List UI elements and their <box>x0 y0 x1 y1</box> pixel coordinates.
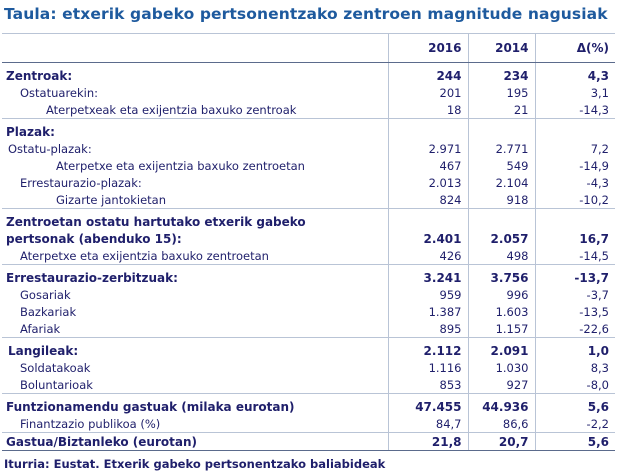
cell-2014: 2.104 <box>468 174 535 191</box>
row-label: Gastua/Biztanleko (eurotan) <box>2 433 388 451</box>
row-label: Bazkariak <box>20 304 77 319</box>
row-label: Afariak <box>20 321 61 336</box>
table-row <box>2 433 615 451</box>
cell-2016: 21,8 <box>388 433 468 451</box>
data-table <box>2 33 615 451</box>
table-row <box>2 415 615 433</box>
cell-2014: 20,7 <box>468 433 535 451</box>
table-row <box>2 247 615 265</box>
cell-2016: 959 <box>388 286 468 303</box>
cell-2014 <box>468 209 535 231</box>
cell-delta: 5,6 <box>535 433 615 451</box>
cell-2014: 21 <box>468 101 535 119</box>
cell-delta <box>535 209 615 231</box>
table-row <box>2 157 615 174</box>
cell-delta <box>535 119 615 141</box>
cell-delta: -22,6 <box>535 320 615 338</box>
cell-2016: 2.112 <box>388 338 468 360</box>
row-label: pertsonak (abenduko 15): <box>6 231 182 246</box>
cell-delta: 16,7 <box>535 230 615 247</box>
table-title: Taula: etxerik gabeko pertsonentzako zentroen magnitude nagusiak <box>4 5 608 23</box>
cell-2016: 895 <box>388 320 468 338</box>
cell-2014: 195 <box>468 84 535 101</box>
header-2016: 2016 <box>388 34 468 63</box>
cell-delta: -13,5 <box>535 303 615 320</box>
cell-2016: 824 <box>388 191 468 209</box>
cell-2014: 918 <box>468 191 535 209</box>
table-row <box>2 84 615 101</box>
table-row <box>2 140 615 157</box>
cell-2016: 18 <box>388 101 468 119</box>
row-label: Funtzionamendu gastuak (milaka eurotan) <box>2 394 388 416</box>
cell-2016: 3.241 <box>388 265 468 287</box>
table-row <box>2 303 615 320</box>
cell-2016: 201 <box>388 84 468 101</box>
row-label: Errestaurazio-zerbitzuak: <box>2 265 388 287</box>
header-delta: Δ(%) <box>535 34 615 63</box>
cell-2014: 86,6 <box>468 415 535 433</box>
row-label: Soldatakoak <box>20 360 91 375</box>
cell-delta: -14,5 <box>535 247 615 265</box>
cell-delta: 5,6 <box>535 394 615 416</box>
cell-2014: 2.091 <box>468 338 535 360</box>
row-label: Errestaurazio-plazak: <box>20 175 142 190</box>
table-row <box>2 63 615 85</box>
row-label: Aterpetxeak eta exijentzia baxuko zentroak <box>46 102 297 117</box>
cell-2014: 549 <box>468 157 535 174</box>
cell-delta: -8,0 <box>535 376 615 394</box>
cell-2016: 853 <box>388 376 468 394</box>
cell-delta: -10,2 <box>535 191 615 209</box>
table-row <box>2 191 615 209</box>
cell-2014: 1.030 <box>468 359 535 376</box>
cell-2016: 2.013 <box>388 174 468 191</box>
cell-delta: -3,7 <box>535 286 615 303</box>
cell-delta: 1,0 <box>535 338 615 360</box>
cell-2016: 47.455 <box>388 394 468 416</box>
cell-2014: 3.756 <box>468 265 535 287</box>
cell-delta: 8,3 <box>535 359 615 376</box>
cell-delta: -14,3 <box>535 101 615 119</box>
cell-2016: 84,7 <box>388 415 468 433</box>
table-row <box>2 174 615 191</box>
cell-delta: -2,2 <box>535 415 615 433</box>
cell-delta: -4,3 <box>535 174 615 191</box>
header-2014: 2014 <box>468 34 535 63</box>
cell-delta: 3,1 <box>535 84 615 101</box>
cell-2014: 996 <box>468 286 535 303</box>
row-label: Ostatu-plazak: <box>8 141 92 156</box>
source-note: Iturria: Eustat. Etxerik gabeko pertsonentzako baliabideak <box>4 457 386 471</box>
table-row <box>2 209 615 231</box>
cell-2014: 498 <box>468 247 535 265</box>
cell-delta: -13,7 <box>535 265 615 287</box>
row-label: Zentroak: <box>6 68 73 83</box>
row-label: Aterpetxe eta exijentzia baxuko zentroetan <box>20 248 269 263</box>
header-label <box>2 34 388 63</box>
cell-2014: 1.157 <box>468 320 535 338</box>
row-label: Ostatuarekin: <box>20 85 99 100</box>
cell-2014: 234 <box>468 63 535 85</box>
table-row <box>2 359 615 376</box>
table-row <box>2 338 615 360</box>
cell-2016: 426 <box>388 247 468 265</box>
table-row <box>2 394 615 416</box>
cell-2016: 244 <box>388 63 468 85</box>
row-label: Finantzazio publikoa (%) <box>20 416 161 431</box>
cell-delta: 7,2 <box>535 140 615 157</box>
cell-2016: 2.401 <box>388 230 468 247</box>
table-row <box>2 376 615 394</box>
row-label: Langileak: <box>2 338 388 360</box>
row-label: Gosariak <box>20 287 71 302</box>
table-row <box>2 286 615 303</box>
cell-2014: 1.603 <box>468 303 535 320</box>
table-row <box>2 119 615 141</box>
row-label: Boluntarioak <box>20 377 93 392</box>
row-label: Plazak: <box>2 119 388 141</box>
cell-delta: -14,9 <box>535 157 615 174</box>
row-label: Aterpetxe eta exijentzia baxuko zentroetan <box>56 158 305 173</box>
table-header-row <box>2 34 615 63</box>
table-row <box>2 230 615 247</box>
cell-2016: 2.971 <box>388 140 468 157</box>
table-row <box>2 101 615 119</box>
cell-2016: 1.116 <box>388 359 468 376</box>
cell-2016: 1.387 <box>388 303 468 320</box>
cell-delta: 4,3 <box>535 63 615 85</box>
row-label: Zentroetan ostatu hartutako etxerik gabeko <box>2 209 388 231</box>
cell-2016 <box>388 209 468 231</box>
cell-2014: 927 <box>468 376 535 394</box>
table-row <box>2 320 615 338</box>
row-label: Gizarte jantokietan <box>56 192 167 207</box>
cell-2014: 2.057 <box>468 230 535 247</box>
cell-2014: 2.771 <box>468 140 535 157</box>
cell-2014: 44.936 <box>468 394 535 416</box>
cell-2014 <box>468 119 535 141</box>
cell-2016: 467 <box>388 157 468 174</box>
table-row <box>2 265 615 287</box>
cell-2016 <box>388 119 468 141</box>
